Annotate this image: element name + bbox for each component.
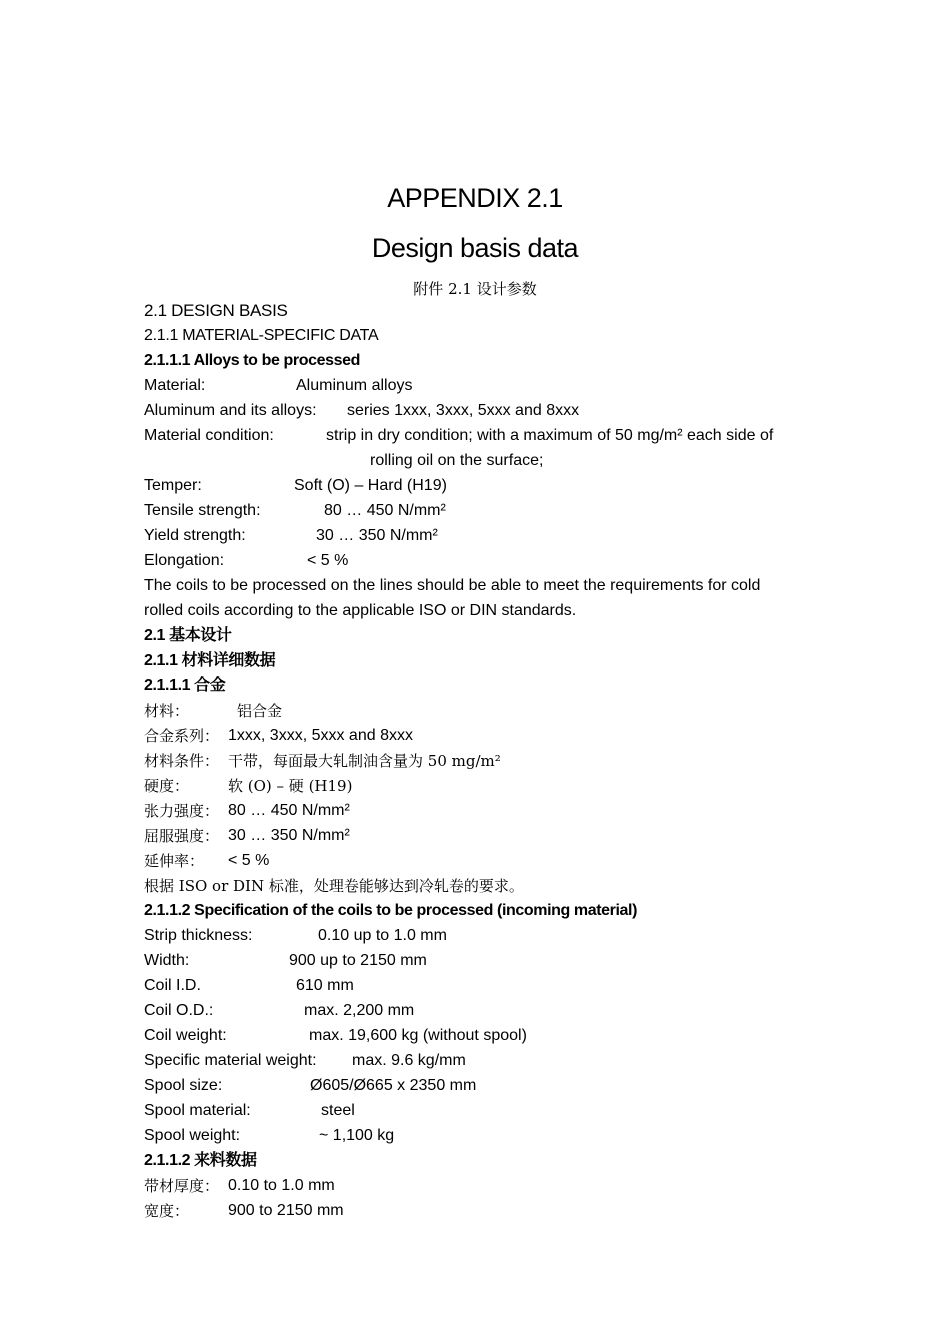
note-line-cn: 根据 ISO or DIN 标准，处理卷能够达到冷轧卷的要求。 — [144, 877, 524, 895]
spec-label: Specific material weight: — [144, 1052, 317, 1069]
spec-label: Elongation: — [144, 552, 225, 569]
spec-label: Spool material: — [144, 1102, 251, 1119]
spec-label: 硬度： — [144, 777, 190, 795]
spec-value: 0.10 to 1.0 mm — [228, 1177, 335, 1194]
spec-label: Temper: — [144, 477, 202, 494]
spec-label: Spool weight: — [144, 1127, 241, 1144]
spec-value: 铝合金 — [237, 702, 283, 720]
spec-value: 30 … 350 N/mm² — [316, 527, 438, 544]
document-title: Design basis data — [371, 233, 579, 263]
spec-label: Aluminum and its alloys: — [144, 402, 317, 419]
alloys-heading-cn: 2.1.1.1 合金 — [144, 677, 226, 694]
spec-value: steel — [321, 1102, 355, 1119]
alloys-heading: 2.1.1.1 Alloys to be processed — [144, 352, 360, 369]
spec-label: Yield strength: — [144, 527, 246, 544]
spec-value: 软 (O) – 硬 (H19) — [228, 777, 353, 795]
material-specific-heading: 2.1.1 MATERIAL-SPECIFIC DATA — [144, 327, 379, 344]
spec-value: max. 2,200 mm — [304, 1002, 415, 1019]
spec-label: Strip thickness: — [144, 927, 253, 944]
appendix-heading: APPENDIX 2.1 — [387, 183, 563, 213]
coil-spec-heading: 2.1.1.2 Specification of the coils to be processed (incoming material) — [144, 902, 638, 919]
spec-value: 80 … 450 N/mm² — [228, 802, 350, 819]
spec-value: 0.10 up to 1.0 mm — [318, 927, 447, 944]
spec-label: 材料条件： — [144, 752, 220, 770]
spec-label: 合金系列： — [144, 727, 220, 745]
material-heading-cn: 2.1.1 材料详细数据 — [144, 652, 276, 669]
coil-spec-heading-cn: 2.1.1.2 来料数据 — [144, 1152, 257, 1169]
spec-label: 宽度： — [144, 1202, 190, 1220]
spec-label: Spool size: — [144, 1077, 223, 1094]
spec-value: series 1xxx, 3xxx, 5xxx and 8xxx — [347, 402, 580, 419]
spec-label: Tensile strength: — [144, 502, 261, 519]
spec-value: 80 … 450 N/mm² — [324, 502, 446, 519]
spec-label: Coil weight: — [144, 1027, 227, 1044]
design-basis-heading-cn: 2.1 基本设计 — [144, 627, 232, 644]
spec-label: 延伸率： — [144, 852, 205, 870]
spec-label: 张力强度： — [144, 802, 220, 820]
spec-label: Width: — [144, 952, 190, 969]
spec-value-continuation: rolling oil on the surface; — [370, 452, 544, 469]
spec-value: max. 9.6 kg/mm — [352, 1052, 466, 1069]
spec-label: 带材厚度： — [144, 1177, 220, 1195]
spec-value: Aluminum alloys — [296, 377, 413, 394]
spec-value: strip in dry condition; with a maximum of 50 mg/m² each side of — [326, 427, 774, 444]
spec-value: 30 … 350 N/mm² — [228, 827, 350, 844]
spec-label: Coil I.D. — [144, 977, 201, 994]
spec-value: 900 to 2150 mm — [228, 1202, 344, 1219]
spec-label: Coil O.D.: — [144, 1002, 214, 1019]
spec-label: Material condition: — [144, 427, 274, 444]
document-subtitle-cn: 附件 2.1 设计参数 — [413, 280, 537, 298]
spec-value: Ø605/Ø665 x 2350 mm — [310, 1077, 477, 1094]
spec-value: 干带，每面最大轧制油含量为 50 mg/m² — [228, 752, 501, 770]
spec-value: max. 19,600 kg (without spool) — [309, 1027, 527, 1044]
design-basis-heading: 2.1 DESIGN BASIS — [144, 301, 288, 320]
spec-value: 900 up to 2150 mm — [289, 952, 427, 969]
spec-value: 610 mm — [296, 977, 354, 994]
spec-label: Material: — [144, 377, 206, 394]
spec-value: 1xxx, 3xxx, 5xxx and 8xxx — [228, 727, 413, 744]
spec-label: 材料： — [144, 702, 190, 720]
spec-value: Soft (O) – Hard (H19) — [294, 477, 447, 494]
spec-label: 屈服强度： — [144, 827, 220, 845]
spec-value: < 5 % — [307, 552, 349, 569]
note-line: The coils to be processed on the lines should be able to meet the requirements for cold — [144, 577, 761, 594]
spec-value: < 5 % — [228, 852, 270, 869]
note-line: rolled coils according to the applicable ISO or DIN standards. — [144, 602, 577, 619]
spec-value: ~ 1,100 kg — [319, 1127, 395, 1144]
